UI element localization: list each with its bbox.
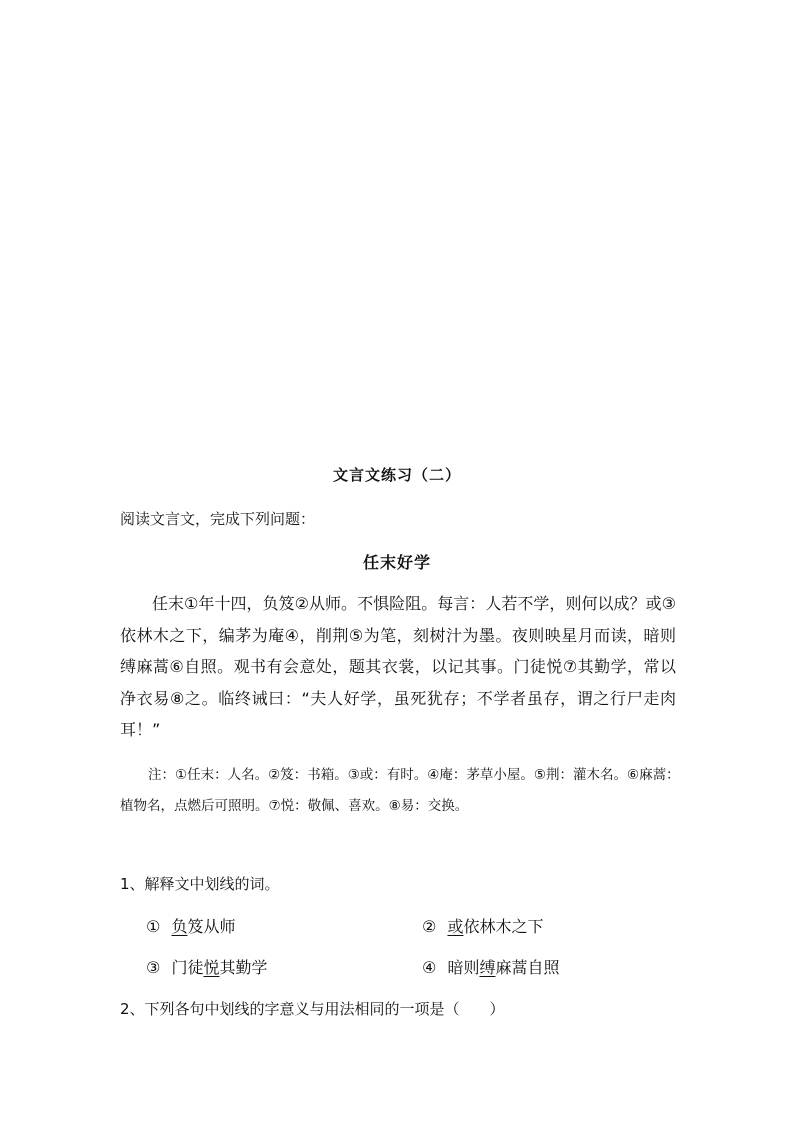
underlined-word: 或 bbox=[447, 917, 464, 936]
underlined-word: 缚 bbox=[479, 958, 496, 977]
item-number: ③ bbox=[146, 958, 161, 977]
item-number: ① bbox=[146, 917, 161, 936]
question-1-item bbox=[146, 914, 235, 937]
item-text-after: 其勤学 bbox=[219, 958, 268, 977]
item-text-before: 暗则 bbox=[447, 958, 480, 977]
passage-title: 任末好学 bbox=[362, 553, 431, 572]
question-2-prompt: 2、下列各句中划线的字意义与用法相同的一项是（ ） bbox=[120, 1000, 505, 1018]
passage-text: 任末①年十四，负笈②从师。不惧险阻。每言：人若不学，则何以成？或③依林木之下，编茅为庵④，削荆⑤为笔，刻树汁为墨。夜则映星月而读，暗则缚麻蒿⑥自照。观书有会意处，题其衣裳，以记其事。门徒悦⑦其勤学，常以净衣易⑧之。临终诫曰：“夫人好学，虽死犹存；不学者虽存，谓之行尸走肉耳！” bbox=[120, 594, 676, 739]
item-text-before: 门徒 bbox=[171, 958, 204, 977]
underlined-word: 负 bbox=[171, 917, 188, 936]
item-number: ② bbox=[422, 917, 437, 936]
underlined-word: 悦 bbox=[203, 958, 220, 977]
question-1-prompt: 1、解释文中划线的词。 bbox=[120, 875, 280, 893]
question-1-item bbox=[422, 914, 543, 937]
page-title: 文言文练习（二） bbox=[332, 466, 461, 484]
item-text-after: 依林木之下 bbox=[463, 917, 544, 936]
annotation-notes: 注：①任末：人名。②笈：书箱。③或：有时。④庵：茅草小屋。⑤荆：灌木名。⑥麻蒿：植物名，点燃后可照明。⑦悦：敬佩、喜欢。⑧易：交换。 bbox=[120, 767, 680, 814]
item-text-after: 笈从师 bbox=[187, 917, 236, 936]
question-1-item bbox=[146, 955, 267, 978]
item-text-after: 麻蒿自照 bbox=[495, 958, 560, 977]
item-number: ④ bbox=[422, 958, 437, 977]
instruction-text: 阅读文言文，完成下列问题： bbox=[120, 510, 316, 528]
question-1-item bbox=[422, 955, 559, 978]
